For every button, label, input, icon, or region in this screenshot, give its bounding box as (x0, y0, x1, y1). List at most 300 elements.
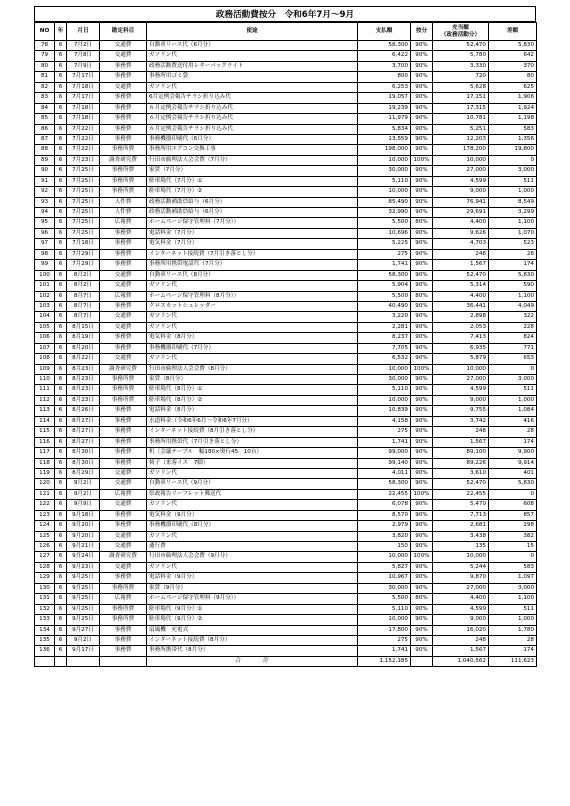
cell-category: 事務費 (100, 124, 147, 134)
cell-year: 6 (55, 134, 67, 144)
cell-date: 8月23日 (67, 364, 100, 374)
total-blank (67, 656, 100, 666)
cell-allocated: 52,470 (433, 479, 489, 489)
cell-no: 112 (35, 395, 55, 405)
table-row (35, 615, 537, 625)
cell-allocated: 2,898 (433, 312, 489, 322)
cell-date: 9月25日 (67, 573, 100, 583)
cell-paid: 30,000 (358, 375, 411, 385)
cell-item: ガソリン代 (147, 500, 358, 510)
cell-allocated: 4,599 (433, 604, 489, 614)
cell-paid: 5,500 (358, 291, 411, 301)
cell-paid: 6,078 (358, 500, 411, 510)
cell-allocated: 76,941 (433, 197, 489, 207)
cell-paid: 19,057 (358, 93, 411, 103)
cell-no: 115 (35, 427, 55, 437)
cell-balance: 583 (489, 562, 537, 572)
table-row (35, 82, 537, 92)
cell-year: 6 (55, 416, 67, 426)
cell-year: 6 (55, 395, 67, 405)
table-row (35, 145, 537, 155)
cell-year: 6 (55, 312, 67, 322)
cell-ratio: 100% (411, 489, 433, 499)
cell-year: 6 (55, 72, 67, 82)
cell-no: 109 (35, 364, 55, 374)
cell-year: 6 (55, 114, 67, 124)
table-row (35, 573, 537, 583)
cell-category: 事務費 (100, 249, 147, 259)
cell-no: 81 (35, 72, 55, 82)
cell-year: 6 (55, 82, 67, 92)
table-row (35, 41, 537, 51)
cell-balance: 401 (489, 468, 537, 478)
cell-item: 事務所携帯代（8月分） (147, 646, 358, 656)
cell-item: 駐車場代（9月分）① (147, 604, 358, 614)
cell-allocated: 9,870 (433, 573, 489, 583)
cell-ratio: 90% (411, 281, 433, 291)
cell-paid: 3,820 (358, 531, 411, 541)
cell-date: 7月17日 (67, 72, 100, 82)
cell-item: ガソリン代 (147, 51, 358, 61)
cell-category: 交通費 (100, 354, 147, 364)
header-date: 月日 (67, 23, 100, 41)
cell-paid: 22,455 (358, 489, 411, 499)
cell-paid: 5,827 (358, 562, 411, 572)
cell-category: 事務所費 (100, 615, 147, 625)
cell-item: 自動車リース代（6月分） (147, 41, 358, 51)
table-row (35, 114, 537, 124)
cell-balance: 3,000 (489, 375, 537, 385)
cell-balance: 28 (489, 635, 537, 645)
cell-year: 6 (55, 364, 67, 374)
cell-allocated: 7,713 (433, 510, 489, 520)
cell-ratio: 90% (411, 239, 433, 249)
cell-item: 電気料金（7月分） (147, 239, 358, 249)
cell-date: 8月23日 (67, 375, 100, 385)
header-paid: 支払額 (358, 23, 411, 41)
cell-item: 扇風機 充電式 (147, 625, 358, 635)
cell-date: 8月7日 (67, 301, 100, 311)
cell-ratio: 90% (411, 176, 433, 186)
cell-date: 8月23日 (67, 395, 100, 405)
expense-sheet (34, 6, 536, 667)
cell-date: 8月27日 (67, 416, 100, 426)
total-paid: 1,152,185 (358, 656, 411, 666)
cell-category: 交通費 (100, 281, 147, 291)
cell-paid: 5,500 (358, 594, 411, 604)
table-row (35, 531, 537, 541)
cell-item: 事務機器印刷代（6月分） (147, 134, 358, 144)
cell-no: 104 (35, 312, 55, 322)
table-row (35, 197, 537, 207)
cell-ratio: 90% (411, 437, 433, 447)
cell-year: 6 (55, 552, 67, 562)
cell-year: 6 (55, 489, 67, 499)
cell-no: 88 (35, 145, 55, 155)
cell-paid: 1,741 (358, 437, 411, 447)
cell-item: 行田市倫理法人会会費（8月分） (147, 364, 358, 374)
cell-balance: 771 (489, 343, 537, 353)
cell-allocated: 17,151 (433, 93, 489, 103)
cell-balance: 0 (489, 552, 537, 562)
table-row (35, 249, 537, 259)
table-row (35, 542, 537, 552)
cell-year: 6 (55, 270, 67, 280)
cell-allocated: 1,567 (433, 260, 489, 270)
cell-balance: 8,549 (489, 197, 537, 207)
cell-item: 政務活動補助員給与（6月分） (147, 197, 358, 207)
cell-category: 調査研究費 (100, 364, 147, 374)
cell-balance: 1,000 (489, 187, 537, 197)
cell-year: 6 (55, 281, 67, 291)
cell-date: 9月25日 (67, 615, 100, 625)
cell-item: 電話料金（9月分） (147, 573, 358, 583)
cell-ratio: 90% (411, 249, 433, 259)
cell-category: 事務所費 (100, 583, 147, 593)
cell-balance: 298 (489, 521, 537, 531)
cell-allocated: 3,610 (433, 468, 489, 478)
cell-date: 7月22日 (67, 124, 100, 134)
cell-item: ホームページ保守管理料（8月分）） (147, 291, 358, 301)
cell-item: ガソリン代 (147, 312, 358, 322)
cell-no: 136 (35, 646, 55, 656)
cell-year: 6 (55, 604, 67, 614)
cell-ratio: 90% (411, 134, 433, 144)
cell-item: 事務機器印刷代（8月分） (147, 521, 358, 531)
cell-balance: 9,914 (489, 458, 537, 468)
cell-paid: 275 (358, 635, 411, 645)
cell-allocated: 3,742 (433, 416, 489, 426)
cell-year: 6 (55, 458, 67, 468)
cell-category: 広報費 (100, 594, 147, 604)
cell-date: 7月9日 (67, 61, 100, 71)
cell-year: 6 (55, 427, 67, 437)
cell-ratio: 90% (411, 573, 433, 583)
cell-allocated: 4,400 (433, 218, 489, 228)
cell-category: 事務費 (100, 437, 147, 447)
cell-paid: 10,000 (358, 364, 411, 374)
cell-allocated: 248 (433, 635, 489, 645)
cell-category: 事務費 (100, 458, 147, 468)
cell-allocated: 29,691 (433, 208, 489, 218)
cell-no: 108 (35, 354, 55, 364)
cell-paid: 800 (358, 72, 411, 82)
table-row (35, 301, 537, 311)
table-row (35, 500, 537, 510)
cell-allocated: 9,000 (433, 615, 489, 625)
cell-category: 事務所費 (100, 145, 147, 155)
cell-date: 7月17日 (67, 93, 100, 103)
cell-no: 89 (35, 155, 55, 165)
total-label: 合 計 (147, 656, 358, 666)
cell-ratio: 90% (411, 72, 433, 82)
cell-no: 85 (35, 114, 55, 124)
cell-allocated: 135 (433, 542, 489, 552)
cell-date: 7月18日 (67, 82, 100, 92)
cell-date: 8月22日 (67, 354, 100, 364)
cell-date: 9月2日 (67, 479, 100, 489)
cell-year: 6 (55, 385, 67, 395)
table-row (35, 375, 537, 385)
cell-no: 114 (35, 416, 55, 426)
cell-paid: 30,000 (358, 583, 411, 593)
table-row (35, 72, 537, 82)
cell-date: 9月24日 (67, 552, 100, 562)
cell-year: 6 (55, 646, 67, 656)
cell-allocated: 7,413 (433, 333, 489, 343)
cell-allocated: 9,755 (433, 406, 489, 416)
cell-item: 家賃（8月分） (147, 375, 358, 385)
cell-allocated: 10,000 (433, 155, 489, 165)
cell-paid: 99,140 (358, 458, 411, 468)
cell-paid: 5,500 (358, 218, 411, 228)
cell-paid: 30,000 (358, 166, 411, 176)
cell-date: 7月25日 (67, 166, 100, 176)
cell-category: 交通費 (100, 531, 147, 541)
cell-year: 6 (55, 218, 67, 228)
cell-ratio: 90% (411, 124, 433, 134)
table-row (35, 291, 537, 301)
cell-balance: 1,100 (489, 218, 537, 228)
cell-year: 6 (55, 510, 67, 520)
cell-category: 交通費 (100, 312, 147, 322)
cell-year: 6 (55, 155, 67, 165)
table-row (35, 124, 537, 134)
cell-date: 8月2日 (67, 281, 100, 291)
cell-no: 80 (35, 61, 55, 71)
cell-no: 129 (35, 573, 55, 583)
cell-no: 134 (35, 625, 55, 635)
cell-ratio: 90% (411, 197, 433, 207)
cell-item: ガソリン代 (147, 354, 358, 364)
cell-allocated: 10,000 (433, 552, 489, 562)
cell-allocated: 89,100 (433, 448, 489, 458)
table-row (35, 562, 537, 572)
cell-date: 8月27日 (67, 437, 100, 447)
cell-allocated: 27,000 (433, 375, 489, 385)
table-row (35, 385, 537, 395)
cell-date: 8月30日 (67, 448, 100, 458)
cell-allocated: 10,000 (433, 364, 489, 374)
cell-balance: 174 (489, 646, 537, 656)
table-row (35, 343, 537, 353)
cell-ratio: 90% (411, 61, 433, 71)
cell-category: 広報費 (100, 291, 147, 301)
total-blank (55, 656, 67, 666)
cell-year: 6 (55, 103, 67, 113)
cell-allocated: 720 (433, 72, 489, 82)
cell-year: 6 (55, 500, 67, 510)
cell-no: 126 (35, 542, 55, 552)
cell-balance: 1,198 (489, 114, 537, 124)
cell-ratio: 90% (411, 510, 433, 520)
cell-balance: 0 (489, 489, 537, 499)
cell-no: 116 (35, 437, 55, 447)
table-row (35, 406, 537, 416)
cell-paid: 5,225 (358, 239, 411, 249)
cell-category: 広報費 (100, 489, 147, 499)
cell-category: 交通費 (100, 479, 147, 489)
table-header (35, 23, 537, 41)
cell-no: 135 (35, 635, 55, 645)
cell-date: 8月19日 (67, 333, 100, 343)
cell-ratio: 90% (411, 385, 433, 395)
cell-ratio: 90% (411, 531, 433, 541)
cell-no: 124 (35, 521, 55, 531)
table-row (35, 458, 537, 468)
cell-balance: 3,299 (489, 208, 537, 218)
cell-no: 101 (35, 281, 55, 291)
cell-paid: 10,000 (358, 552, 411, 562)
cell-no: 107 (35, 343, 55, 353)
cell-balance: 1,000 (489, 395, 537, 405)
cell-paid: 10,839 (358, 406, 411, 416)
header-no: NO (35, 23, 55, 41)
cell-paid: 58,300 (358, 41, 411, 51)
cell-category: 調査研究費 (100, 155, 147, 165)
cell-year: 6 (55, 301, 67, 311)
cell-year: 6 (55, 573, 67, 583)
cell-ratio: 90% (411, 82, 433, 92)
cell-category: 事務費 (100, 416, 147, 426)
cell-allocated: 4,400 (433, 291, 489, 301)
cell-ratio: 90% (411, 458, 433, 468)
table-row (35, 228, 537, 238)
cell-paid: 5,834 (358, 124, 411, 134)
table-row (35, 333, 537, 343)
cell-ratio: 90% (411, 615, 433, 625)
cell-ratio: 90% (411, 479, 433, 489)
cell-paid: 5,110 (358, 604, 411, 614)
cell-paid: 99,000 (358, 448, 411, 458)
cell-allocated: 17,315 (433, 103, 489, 113)
cell-no: 95 (35, 218, 55, 228)
cell-ratio: 90% (411, 406, 433, 416)
cell-category: 事務費 (100, 103, 147, 113)
cell-balance: 1,084 (489, 406, 537, 416)
cell-category: 事務所費 (100, 176, 147, 186)
cell-year: 6 (55, 61, 67, 71)
cell-item: ガソリン代 (147, 468, 358, 478)
cell-balance: 642 (489, 51, 537, 61)
cell-item: ガソリン代 (147, 281, 358, 291)
cell-balance: 511 (489, 385, 537, 395)
cell-year: 6 (55, 562, 67, 572)
cell-item: ６月定例会報告チラシ折り込み代 (147, 124, 358, 134)
cell-allocated: 1,567 (433, 646, 489, 656)
cell-paid: 10,000 (358, 155, 411, 165)
cell-category: 交通費 (100, 542, 147, 552)
cell-ratio: 80% (411, 291, 433, 301)
cell-item: 事務所用携帯代（7月引き落とし分） (147, 437, 358, 447)
cell-paid: 6,422 (358, 51, 411, 61)
cell-year: 6 (55, 375, 67, 385)
cell-date: 8月2日 (67, 270, 100, 280)
cell-category: 事務費 (100, 625, 147, 635)
cell-category: 交通費 (100, 468, 147, 478)
cell-paid: 40,490 (358, 301, 411, 311)
cell-date: 7月29日 (67, 260, 100, 270)
cell-balance: 3,000 (489, 166, 537, 176)
cell-paid: 3,700 (358, 61, 411, 71)
cell-category: 事務費 (100, 333, 147, 343)
cell-item: 通行費 (147, 542, 358, 552)
cell-date: 9月18日 (67, 510, 100, 520)
cell-date: 8月23日 (67, 385, 100, 395)
cell-no: 103 (35, 301, 55, 311)
cell-paid: 19,239 (358, 103, 411, 113)
table-row (35, 594, 537, 604)
cell-category: 事務所費 (100, 375, 147, 385)
cell-year: 6 (55, 437, 67, 447)
cell-balance: 5,830 (489, 41, 537, 51)
cell-allocated: 27,000 (433, 583, 489, 593)
cell-item: ホームページ保守管理料（9月分）） (147, 594, 358, 604)
header-category: 勘定科目 (100, 23, 147, 41)
cell-allocated: 1,567 (433, 437, 489, 447)
cell-no: 120 (35, 479, 55, 489)
cell-no: 111 (35, 385, 55, 395)
cell-date: 9月23日 (67, 562, 100, 572)
cell-paid: 1,741 (358, 646, 411, 656)
cell-balance: 653 (489, 354, 537, 364)
cell-allocated: 5,780 (433, 51, 489, 61)
cell-no: 130 (35, 583, 55, 593)
cell-category: 事務費 (100, 134, 147, 144)
cell-allocated: 5,879 (433, 354, 489, 364)
cell-ratio: 90% (411, 41, 433, 51)
table-row (35, 239, 537, 249)
cell-balance: 416 (489, 416, 537, 426)
cell-year: 6 (55, 479, 67, 489)
cell-allocated: 4,703 (433, 239, 489, 249)
cell-date: 7月8日 (67, 51, 100, 61)
cell-category: 交通費 (100, 51, 147, 61)
table-row (35, 61, 537, 71)
cell-category: 事務費 (100, 510, 147, 520)
cell-category: 事務費 (100, 427, 147, 437)
cell-balance: 15 (489, 542, 537, 552)
cell-ratio: 90% (411, 322, 433, 332)
cell-ratio: 90% (411, 468, 433, 478)
cell-paid: 275 (358, 427, 411, 437)
cell-no: 97 (35, 239, 55, 249)
cell-item: 電気料金（8月分） (147, 333, 358, 343)
cell-ratio: 100% (411, 552, 433, 562)
cell-no: 87 (35, 134, 55, 144)
cell-year: 6 (55, 239, 67, 249)
table-row (35, 427, 537, 437)
cell-date: 9月27日 (67, 625, 100, 635)
cell-allocated: 248 (433, 249, 489, 259)
cell-ratio: 90% (411, 395, 433, 405)
cell-item: 政務活動費送付用レターパックライト (147, 61, 358, 71)
cell-no: 83 (35, 93, 55, 103)
cell-paid: 17,800 (358, 625, 411, 635)
cell-category: 事務費 (100, 114, 147, 124)
cell-ratio: 90% (411, 333, 433, 343)
cell-item: 事務機器印刷代（7月分） (147, 343, 358, 353)
cell-allocated: 3,438 (433, 531, 489, 541)
cell-paid: 10,000 (358, 615, 411, 625)
cell-year: 6 (55, 531, 67, 541)
cell-date: 9月25日 (67, 594, 100, 604)
cell-date: 8月15日 (67, 322, 100, 332)
cell-ratio: 90% (411, 416, 433, 426)
cell-year: 6 (55, 322, 67, 332)
table-row (35, 312, 537, 322)
cell-allocated: 6,935 (433, 343, 489, 353)
